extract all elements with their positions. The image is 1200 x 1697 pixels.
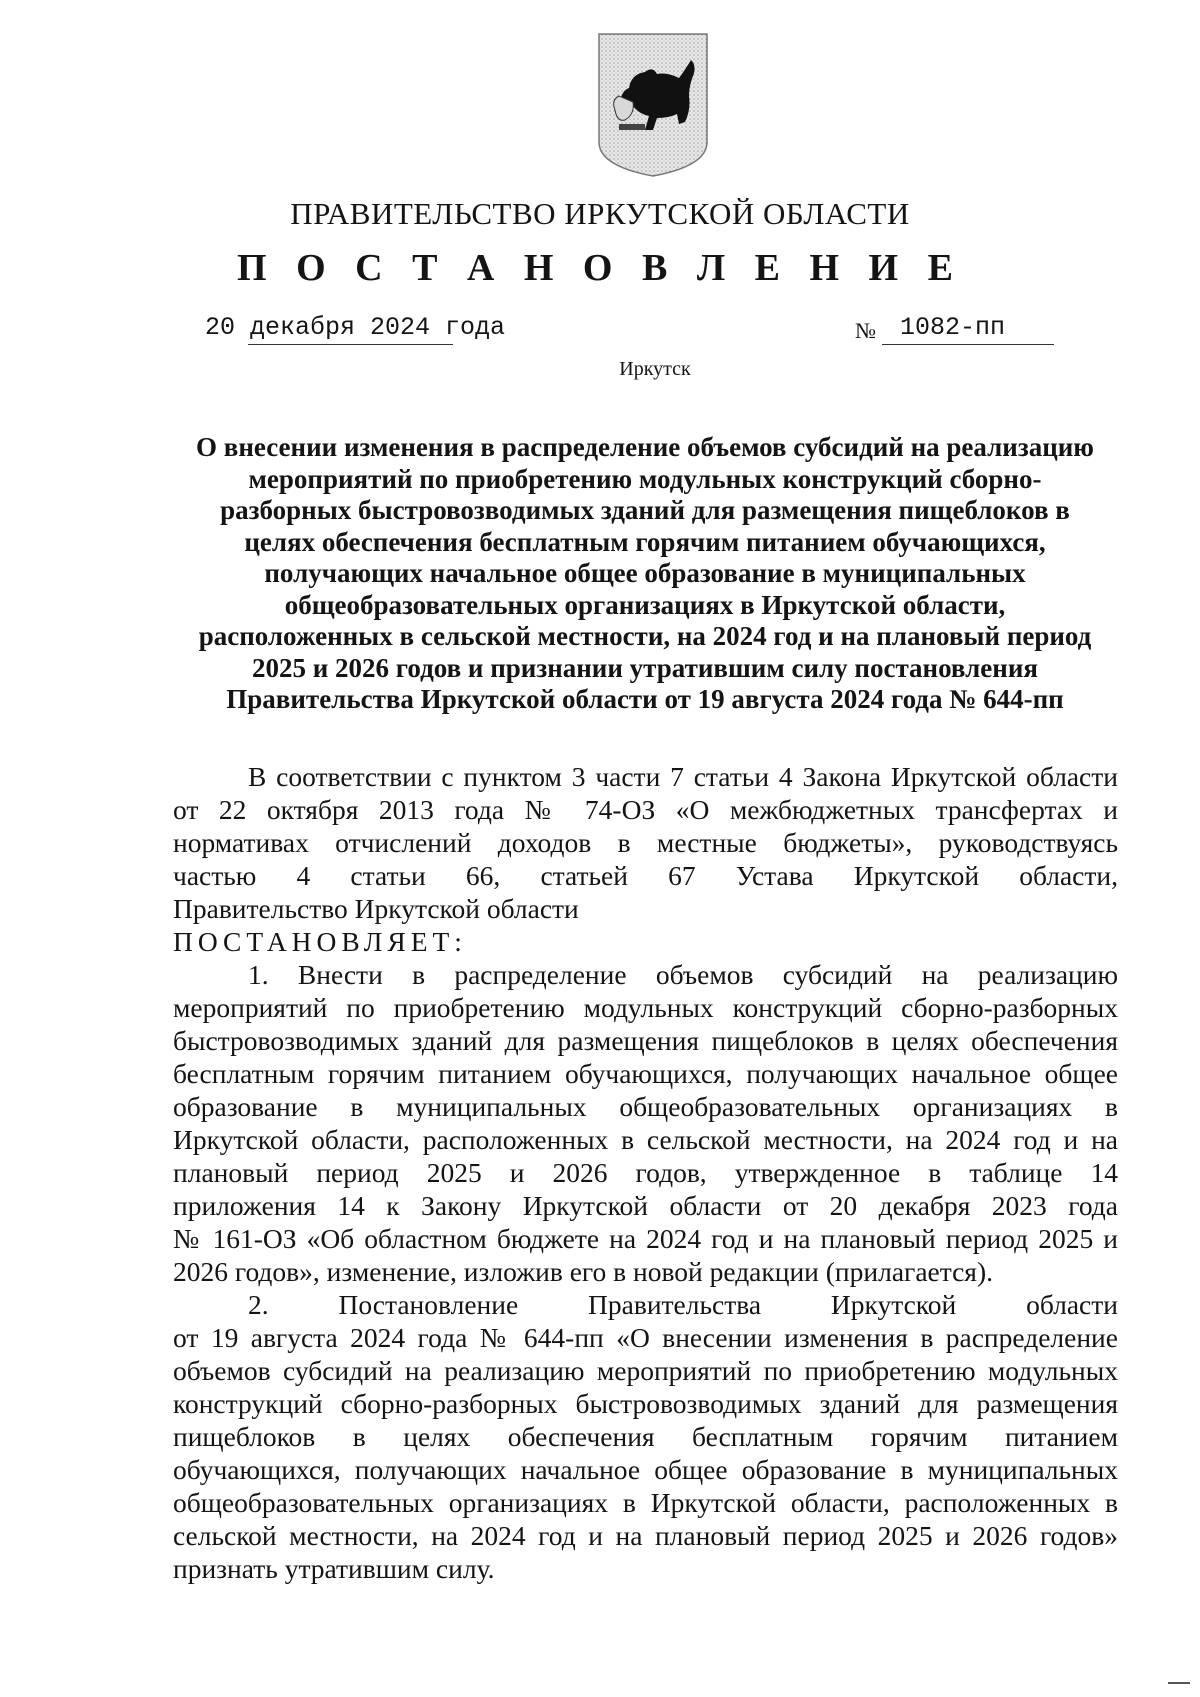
item-1-line: образование в муниципальных общеобразовательных организациях в xyxy=(173,1091,1118,1122)
document-number: 1082-пп xyxy=(900,313,1006,342)
title-line: О внесении изменения в распределение объемов субсидий на реализацию xyxy=(196,432,1094,462)
preamble xyxy=(173,760,1118,925)
document-date: 20 декабря 2024 года xyxy=(205,313,506,342)
title-line: 2025 и 2026 годов и признании утратившим силу постановления xyxy=(251,652,1039,683)
title-line: расположенных в сельской местности, на 2024 год и на плановый период xyxy=(198,621,1092,651)
item-1-line: плановый период 2025 и 2026 годов, утвержденное в таблице 14 xyxy=(173,1157,1118,1188)
item-2-line: 2. Постановление Правительства Иркутской области xyxy=(248,1289,1118,1320)
item-1-line: приложения 14 к Закону Иркутской области от 20 декабря 2023 года xyxy=(173,1190,1118,1221)
item-2-line: сельской местности, на 2024 год и на плановый период 2025 и 2026 годов» xyxy=(173,1520,1118,1551)
preamble-line: Правительство Иркутской области xyxy=(173,893,579,924)
document-title xyxy=(165,432,1125,716)
preamble-line: частью 4 статьи 66, статьей 67 Устава Иркутской области, xyxy=(173,860,1118,891)
preamble-line: нормативах отчислений доходов в местные бюджеты», руководствуясь xyxy=(173,827,1118,858)
title-line: целях обеспечения бесплатным горячим питанием обучающихся, xyxy=(244,526,1046,557)
title-line: мероприятий по приобретению модульных конструкций сборно- xyxy=(248,463,1042,494)
title-line: получающих начальное общее образование в муниципальных xyxy=(264,558,1026,588)
title-line: разборных быстровозводимых зданий для размещения пищеблоков в xyxy=(220,495,1070,525)
item-2-line: конструкций сборно-разборных быстровозводимых зданий для размещения xyxy=(173,1388,1118,1419)
item-2-line: объемов субсидий на реализацию мероприятий по приобретению модульных xyxy=(173,1355,1118,1386)
item-2-line: обучающихся, получающих начальное общее образование в муниципальных xyxy=(173,1454,1118,1485)
document-type: П О С Т А Н О В Л Е Н И Е xyxy=(237,247,963,289)
item-1-line: Иркутской области, расположенных в сельской местности, на 2024 год и на xyxy=(173,1124,1118,1155)
resolve-word: ПОСТАНОВЛЯЕТ: xyxy=(173,926,467,957)
document-body xyxy=(173,760,1118,1585)
organization-name: ПРАВИТЕЛЬСТВО ИРКУТСКОЙ ОБЛАСТИ xyxy=(290,196,910,231)
item-1-line: мероприятий по приобретению модульных конструкций сборно-разборных xyxy=(173,992,1118,1023)
page-corner-mark xyxy=(1168,1682,1190,1684)
city-name: Иркутск xyxy=(619,358,691,380)
item-2-line: от 19 августа 2024 года № 644-пп «О внесении изменения в распределение xyxy=(173,1322,1118,1353)
item-1-line: быстровозводимых зданий для размещения пищеблоков в целях обеспечения xyxy=(173,1025,1118,1056)
item-1-line: 1. Внести в распределение объемов субсидий на реализацию xyxy=(248,959,1118,990)
item-1 xyxy=(173,958,1118,1288)
item-2 xyxy=(173,1288,1118,1585)
item-2-line: признать утратившим силу. xyxy=(173,1553,495,1584)
number-label: № xyxy=(855,318,876,343)
title-line: Правительства Иркутской области от 19 августа 2024 года № 644-пп xyxy=(226,684,1064,714)
item-2-line: общеобразовательных организациях в Иркутской области, расположенных в xyxy=(173,1487,1118,1518)
preamble-line: В соответствии с пунктом 3 части 7 статьи 4 Закона Иркутской области xyxy=(248,761,1118,792)
number-underline xyxy=(882,344,1054,345)
coat-of-arms-icon xyxy=(593,30,713,180)
item-1-line: 2026 годов», изменение, изложив его в новой редакции (прилагается). xyxy=(173,1256,993,1287)
preamble-line: от 22 октября 2013 года № 74-ОЗ «О межбюджетных трансфертах и xyxy=(173,794,1118,825)
item-2-line: пищеблоков в целях обеспечения бесплатным горячим питанием xyxy=(173,1421,1118,1452)
title-line: общеобразовательных организациях в Иркутской области, xyxy=(284,589,1006,620)
item-1-line: бесплатным горячим питанием обучающихся, получающих начальное общее xyxy=(173,1058,1118,1089)
item-1-line: № 161-ОЗ «Об областном бюджете на 2024 год и на плановый период 2025 и xyxy=(173,1223,1118,1254)
date-underline xyxy=(248,344,453,345)
